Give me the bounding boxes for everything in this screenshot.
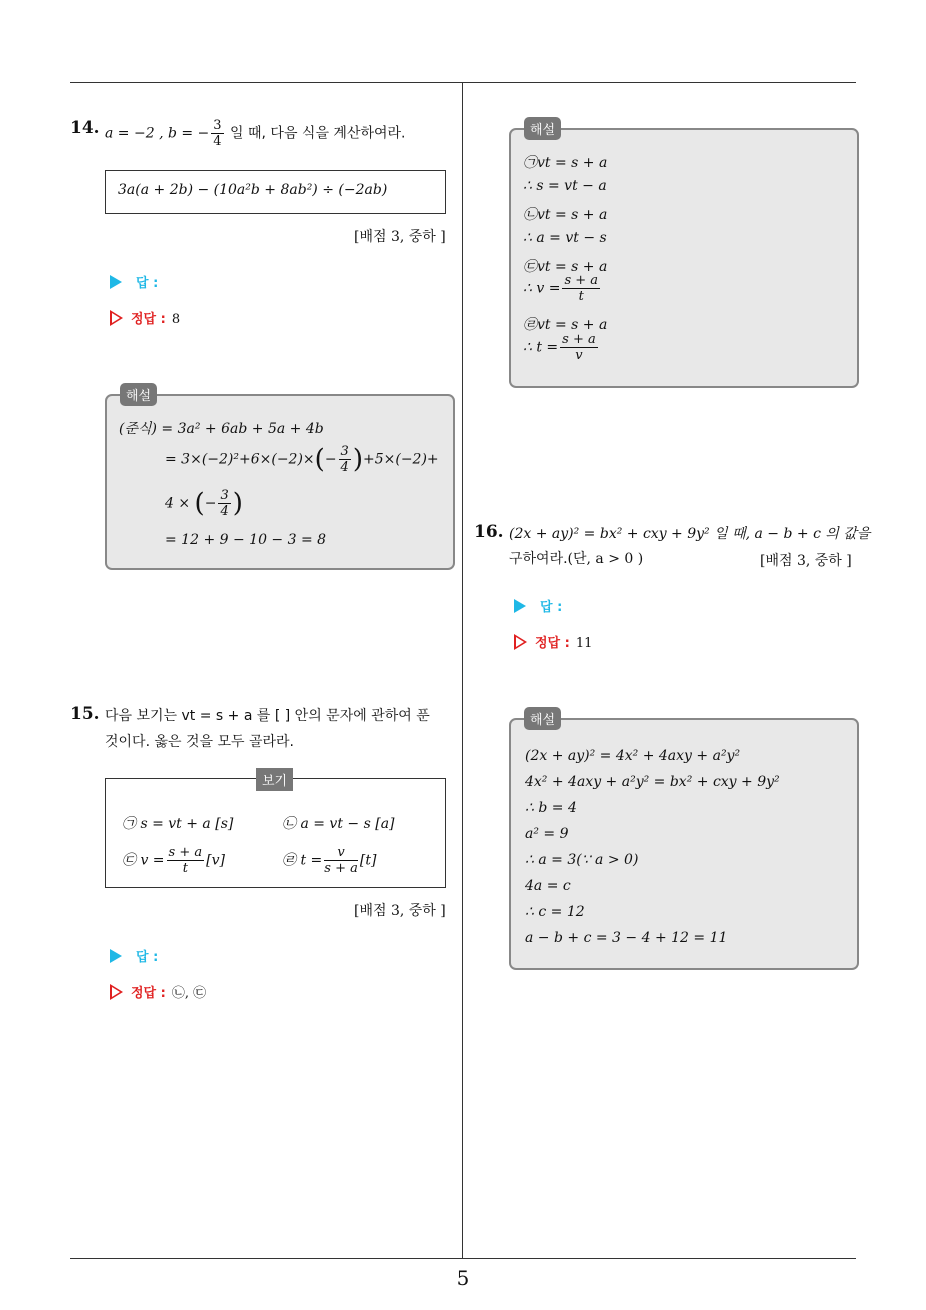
q15-expl-line3: ㉡vt = s + a — [523, 207, 608, 223]
q15-expl-line8: ∴ t = $\frac{s + a}{v}$ — [523, 332, 596, 363]
correct-arrow-icon — [110, 984, 123, 1000]
q14-stem — [105, 118, 406, 149]
page-number: 5 — [456, 1266, 470, 1290]
answer-arrow-icon — [514, 599, 526, 613]
q15-explanation-tag: 해설 — [524, 117, 561, 140]
answer-arrow-icon — [110, 949, 122, 963]
q15-meta: [배점 3, 중하 ] — [354, 903, 446, 919]
correct-arrow-icon — [110, 310, 123, 326]
q14-stem-vars: a = −2 , b = − — [105, 125, 210, 142]
q15-option-3: ㉢ v = $\frac{s + a}{t}$ [v] — [122, 845, 225, 876]
q15-number: 15. — [70, 704, 100, 724]
column-divider — [462, 83, 463, 1259]
bottom-rule — [70, 1258, 856, 1259]
q14-number: 14. — [70, 118, 100, 138]
q15-option-2: ㉡ a = vt − s [a] — [282, 816, 395, 832]
q16-stem-2: 구하여라.(단, a > 0 ) — [509, 551, 644, 567]
q16-stem-1: (2x + ay)² = bx² + cxy + 9y² 일 때, a − b + c 의 값을 — [509, 526, 871, 542]
q14-stem-text: 일 때, 다음 식을 계산하여라. — [230, 125, 406, 142]
q15-expl-line4: ∴ a = vt − s — [523, 230, 607, 246]
q14-expression-box — [105, 170, 446, 214]
q16-explanation-tag: 해설 — [524, 707, 561, 730]
q14-expl-line2: = 3×(−2)²+6×(−2)×(− $\frac{3}{4}$ )+5×(−2)+ — [165, 444, 439, 475]
q16-expl-line7: ∴ c = 12 — [525, 904, 585, 920]
q15-answer-label: 답 : — [110, 946, 158, 965]
q16-number: 16. — [474, 522, 504, 542]
q14-expl-line3: 4 × (− $\frac{3}{4}$ ) — [165, 488, 243, 519]
q15-expl-line2: ∴ s = vt − a — [523, 178, 607, 194]
q14-expl-line4: = 12 + 9 − 10 − 3 = 8 — [165, 532, 327, 548]
q16-meta: [배점 3, 중하 ] — [760, 553, 852, 569]
q15-example-tag: 보기 — [256, 768, 293, 791]
answer-arrow-icon — [110, 275, 122, 289]
q16-expl-line8: a − b + c = 3 − 4 + 12 = 11 — [525, 930, 728, 946]
q16-answer-label: 답 : — [514, 596, 562, 615]
q15-correct-answer: 정답 : ㉡, ㉢ — [110, 982, 206, 1001]
q14-meta: [배점 3, 중하 ] — [354, 229, 446, 245]
q15-example-box — [105, 778, 446, 888]
q16-expl-line2: 4x² + 4axy + a²y² = bx² + cxy + 9y² — [525, 774, 780, 790]
q14-explanation-tag: 해설 — [120, 383, 157, 406]
q15-expl-line6: ∴ v = $\frac{s + a}{t}$ — [523, 273, 599, 304]
q15-stem-1: 다음 보기는 vt = s + a 를 [ ] 안의 문자에 관하여 푼 — [105, 708, 430, 724]
q15-option-4: ㉣ t = $\frac{v}{s + a}$ [t] — [282, 845, 377, 876]
q15-stem-2: 것이다. 옳은 것을 모두 골라라. — [105, 734, 294, 750]
q16-expl-line5: ∴ a = 3(∵ a > 0) — [525, 852, 639, 868]
q14-stem-frac: $\frac{3}{4}$ — [213, 118, 222, 149]
q14-expl-line1: (준식) = 3a² + 6ab + 5a + 4b — [119, 421, 324, 437]
q16-expl-line4: a² = 9 — [525, 826, 569, 842]
q15-expl-line7: ㉣vt = s + a — [523, 317, 608, 333]
q16-expl-line3: ∴ b = 4 — [525, 800, 577, 816]
q16-expl-line6: 4a = c — [525, 878, 571, 894]
q15-expl-line5: ㉢vt = s + a — [523, 259, 608, 275]
q14-answer-label: 답 : — [110, 272, 158, 291]
q15-explanation — [509, 128, 859, 388]
correct-arrow-icon — [514, 634, 527, 650]
q15-option-1: ㉠ s = vt + a [s] — [122, 816, 234, 832]
q16-expl-line1: (2x + ay)² = 4x² + 4axy + a²y² — [525, 748, 741, 764]
q14-explanation — [105, 394, 455, 570]
q16-correct-answer: 정답 : 11 — [514, 632, 592, 651]
top-rule — [70, 82, 856, 83]
q15-expl-line1: ㉠vt = s + a — [523, 155, 608, 171]
q16-explanation — [509, 718, 859, 970]
q14-expression: 3a(a + 2b) − (10a²b + 8ab²) ÷ (−2ab) — [118, 182, 388, 198]
q14-correct-answer: 정답 : 8 — [110, 308, 180, 327]
